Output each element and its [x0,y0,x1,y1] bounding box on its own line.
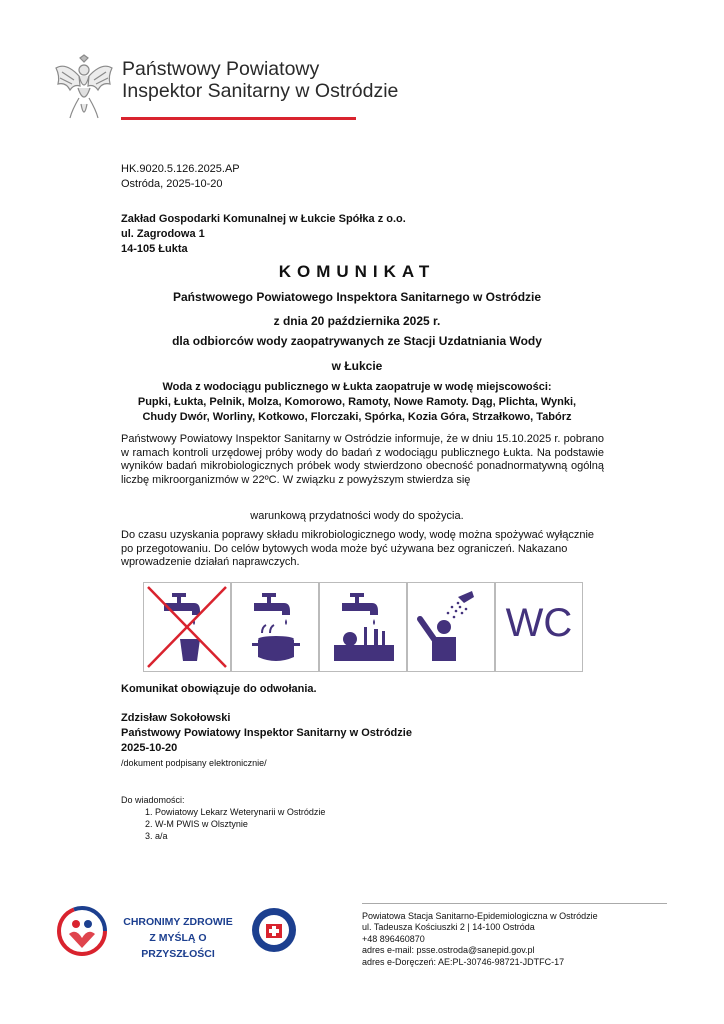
recipient-line: ul. Zagrodowa 1 [121,228,205,240]
slogan-line1: CHRONIMY ZDROWIE [123,916,233,928]
findings-paragraph: Państwowy Powiatowy Inspektor Sanitarny w Ostródzie informuje, że w dniu 15.10.2025 r. pobrano w ramach kontroli urzędowej próby wody do badań z wodociągu publicznego Łukta. Na podstawie wyników badań mikrobiologicznych próbek wody stwierdzono obecność ponadnormatywną ogólną liczbę mikroorganizmów w 22ºC. W związku z powyższym stwierdza się [121,433,604,486]
footer-address: ul. Tadeusza Kościuszki 2 | 14-100 Ostróda [362,922,535,933]
dishes-icon [320,583,406,671]
signatory-name: Zdzisław Sokołowski [121,712,231,724]
cc-list [121,794,325,842]
signatory-title: Państwowy Powiatowy Inspektor Sanitarny w Ostródzie [121,727,412,739]
reference-number: HK.9020.5.126.2025.AP [121,163,240,175]
institution-title [122,58,398,102]
shower-icon [408,583,494,671]
no-tap-drinking-pictogram [143,582,231,672]
e-signature-note: /dokument podpisany elektronicznie/ [121,758,267,768]
shower-pictogram [407,582,495,672]
cc-item: 3. a/a [155,830,325,842]
document-meta [121,162,240,192]
footer-contact [362,911,598,968]
signature-date: 2025-10-20 [121,742,178,754]
no-drinking-icon [144,583,230,671]
communique-audience: dla odbiorców wody zaopatrywanych ze Stacji Uzdatniania Wody [172,334,542,348]
cooking-pot-icon [232,583,318,671]
wc-pictogram [495,582,583,672]
communique-title: KOMUNIKAT [278,262,436,281]
cc-item: 2. W-M PWIS w Olsztynie [155,818,325,830]
dishwashing-pictogram [319,582,407,672]
supply-intro: Woda z wodociągu publicznego w Łukta zaopatruje w wodę miejscowości: [162,381,552,393]
recipient-line: Zakład Gospodarki Komunalnej w Łukcie Spółka z o.o. [121,213,406,225]
footer-email: adres e-mail: psse.ostroda@sanepid.gov.pl [362,945,535,956]
health-logo-icon [55,904,109,958]
footer-phone: +48 896460870 [362,933,425,944]
communique-location: w Łukcie [331,359,383,373]
sanitary-inspection-badge-icon [250,906,298,954]
slogan-line2: Z MYŚLĄ O PRZYSZŁOŚCI [141,932,215,960]
footer-edelivery: adres e-Doręczeń: AE:PL-30746-98721-JDTFC-17 [362,956,565,967]
validity-statement: Komunikat obowiązuje do odwołania. [121,683,317,695]
signature-block [121,711,412,756]
header-divider [121,117,356,120]
recipient-address [121,212,406,257]
localities-line: Pupki, Łukta, Pelnik, Molza, Komorowo, Ramoty, Nowe Ramoty. Dąg, Plichta, Wynki, [137,396,577,408]
institution-title-line1: Państwowy Powiatowy [122,58,320,80]
wc-label: WC [505,601,573,645]
cc-item: 1. Powiatowy Lekarz Weterynarii w Ostródzie [155,806,325,818]
supplied-localities [110,380,604,425]
verdict: warunkową przydatności wody do spożycia. [250,510,464,522]
localities-line: Chudy Dwór, Worliny, Kotkowo, Florczaki, Spórka, Kozia Góra, Strzałkowo, Tabórz [142,411,572,423]
recipient-line: 14-105 Łukta [121,243,188,255]
boiling-water-pictogram [231,582,319,672]
footer-divider [362,903,667,904]
footer-slogan [113,914,243,962]
place-date: Ostróda, 2025-10-20 [121,178,223,190]
cc-heading: Do wiadomości: [121,795,185,805]
footer-org: Powiatowa Stacja Sanitarno-Epidemiologiczna w Ostródzie [362,911,598,921]
communique-subtitle: Państwowego Powiatowego Inspektora Sanitarnego w Ostródzie [172,290,542,304]
eagle-emblem-icon [52,54,116,124]
instructions-paragraph: Do czasu uzyskania poprawy składu mikrobiologicznego wody, wodę można spożywać wyłącznie po przegotowaniu. Do celów bytowych woda może być używana bez ograniczeń. Nakazano wprowadzenie działań naprawczych. [121,529,595,569]
communique-date: z dnia 20 października 2025 r. [273,314,441,328]
institution-title-line2: Inspektor Sanitarny w Ostródzie [122,80,399,102]
